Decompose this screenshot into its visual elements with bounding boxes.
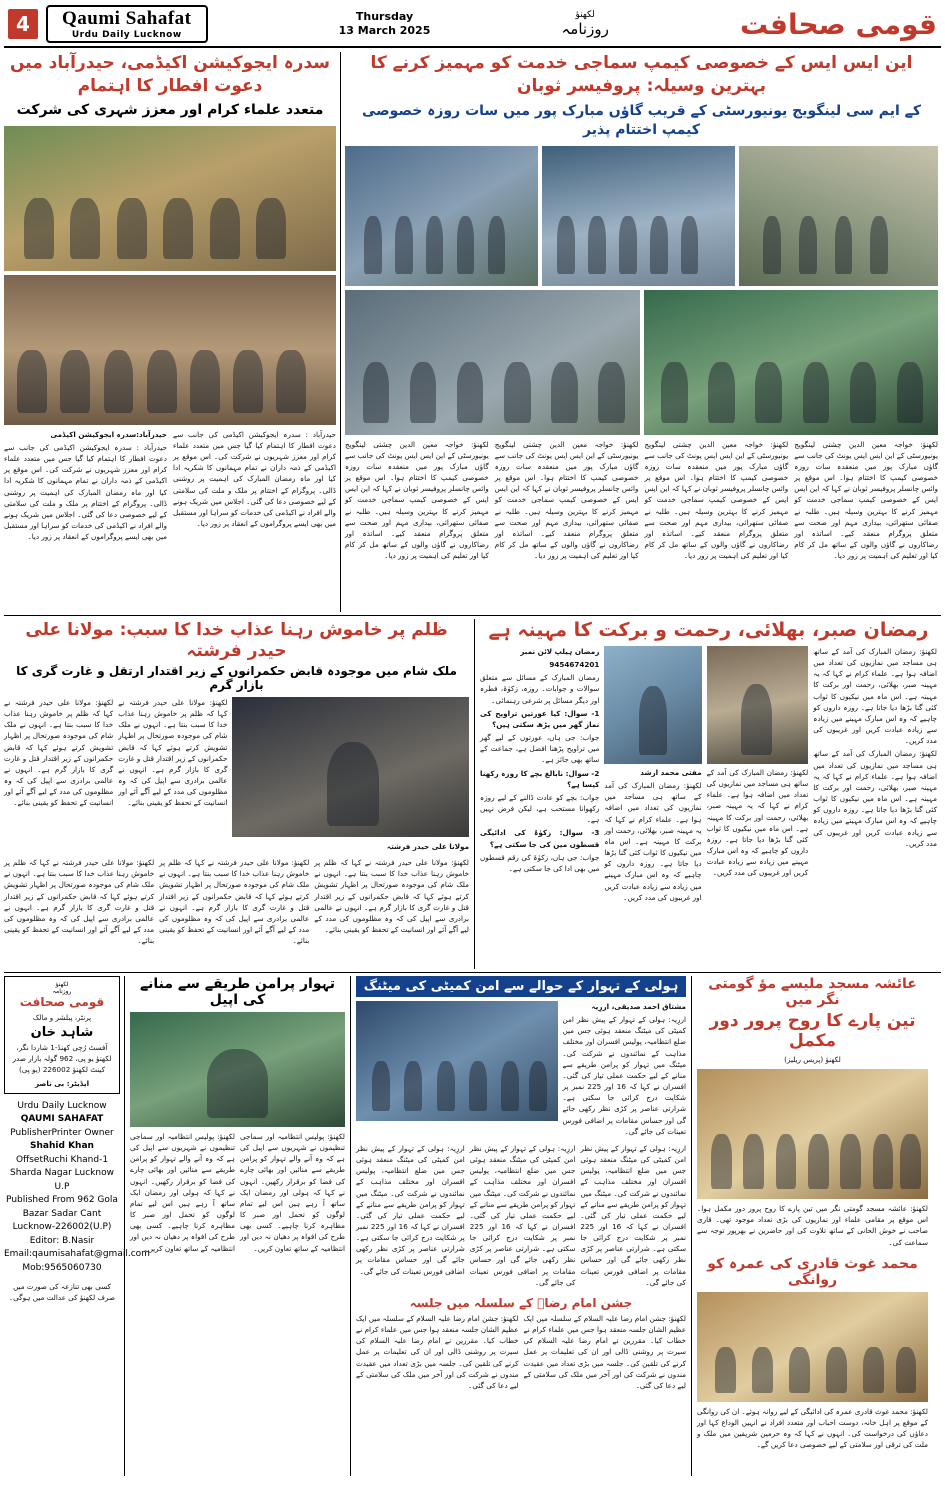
festival-body-b: لکھنؤ: پولیس انتظامیہ اور سماجی تنظیموں نے شہریوں سے اپیل کی ہے کہ وہ آنے والے تہوار کو پرامن طریقے سے منائیں اور بھائی چارے کی فضا کو برقرار رکھیں۔ انہوں نے کہا کہ ہولی اور رمضان ایک ساتھ آ رہے ہیں اس لیے تمام لوگوں کو تحمل اور صبر کا مظاہرہ کرنا چاہیے۔ کسی بھی طرح کی افواہ پر دھیان نہ دیں اور انتظامیہ کے ساتھ تعاون کریں۔ — [240, 1132, 345, 1253]
top-right-photo-row-2 — [345, 290, 938, 435]
qa-2-answer: جواب: بچے کو عادت ڈالنے کے لیے روزہ رکھوانا مستحب ہے، لیکن فرض نہیں ہے۔ — [480, 792, 600, 825]
qa-3-answer: جواب: جی ہاں، زکوٰۃ کی رقم قسطوں میں بھی ادا کی جا سکتی ہے۔ — [480, 852, 600, 873]
jashn-col-2 — [524, 1313, 687, 1393]
peace-meeting-body-b: اررِیہ: ہولی کے تہوار کے پیش نظر امن کمیٹی کی میٹنگ منعقد ہوئی جس میں ضلع انتظامیہ، پولیس افسران اور مختلف مذاہب کے نمائندوں نے شرکت کی۔ میٹنگ میں تہوار کو پرامن طریقے سے منانے کے لیے حکمت عملی تیار کی گئی۔ افسران نے کہا کہ 16 اور 225 نمبر پر شکایت درج کرائی جا سکتی ہے۔ شرارتی عناصر پر کڑی نظر رکھی جائے گی اور حساس مقامات پر اضافی فورس تعینات کی جائے گی۔ — [356, 1143, 465, 1276]
peace-meeting-headline: ہولی کے تہوار کے حوالے سے امن کمیٹی کی میٹنگ — [356, 976, 686, 997]
photo-nss-camp-3 — [739, 146, 938, 286]
imprint-urdu-daily: روزنامہ — [52, 988, 72, 995]
mid-left-col-5 — [314, 857, 469, 948]
top-left-body-b: حیدرآباد : سدرہ ایجوکیشن اکیڈمی کی جانب سے دعوت افطار کا اہتمام کیا گیا جس میں متعدد علماء کرام اور معزز شہریوں نے شرکت کی۔ اس موقع پر اکیڈمی کے ذمہ داران نے تمام مہمانوں کا شکریہ ادا کیا اور ماہ رمضان المبارک کی اہمیت پر روشنی ڈالی۔ پروگرام کے اختتام پر ملک و ملت کی سلامتی کے لیے خصوصی دعا کی گئی۔ اجلاس میں شریک ہونے والے افراد نے اکیڈمی کی خدمات کو سراہا اور مستقبل میں بھی ایسے پروگراموں کے انعقاد پر زور دیا۔ — [172, 429, 336, 529]
photo-maulana-ali-haider — [232, 697, 469, 837]
jashn-col-1 — [356, 1313, 519, 1393]
mid-left-col-2 — [118, 697, 227, 854]
story-top-left — [4, 52, 340, 612]
top-section — [4, 52, 941, 612]
ramzan-content — [480, 646, 937, 905]
ramzan-col-2-text — [707, 767, 809, 879]
top-left-body-a: حیدرآباد : سدرہ ایجوکیشن اکیڈمی کی جانب سے دعوت افطار کا اہتمام کیا گیا جس میں متعدد علماء کرام اور معزز شہریوں نے شرکت کی۔ اس موقع پر اکیڈمی کے ذمہ داران نے تمام مہمانوں کا شکریہ ادا کیا اور ماہ رمضان المبارک کی اہمیت پر روشنی ڈالی۔ پروگرام کے اختتام پر ملک و ملت کی سلامتی کے لیے خصوصی دعا کی گئی۔ اجلاس میں شریک ہونے والے افراد نے اکیڈمی کی خدمات کو سراہا اور مستقبل میں بھی ایسے پروگراموں کے انعقاد پر زور دیا۔ — [3, 442, 167, 542]
top-right-body-d: لکھنؤ: خواجہ معین الدین چشتی لینگویج یونیورسٹی کے این ایس ایس یونٹ کی جانب سے گاؤں مبارک پور میں منعقدہ سات روزہ خصوصی کیمپ کا اختتام ہوا۔ اس موقع پر وائس چانسلر پروفیسر ثوبان نے کہا کہ این ایس ایس کے خصوصی کیمپ سماجی خدمت کو مہمیز کرنے کا بہترین وسیلہ ہیں۔ طلبہ نے صفائی ستھرائی، بیداری مہم اور صحت سے متعلق پروگرام منعقد کیے۔ اساتذہ اور رضاکاروں نے گاؤں والوں کے ساتھ مل کر کام کیا اور تعلیم کی اہمیت پر زور دیا۔ — [794, 439, 938, 561]
section-divider-1 — [4, 615, 941, 616]
mid-left-body-e: لکھنؤ: مولانا علی حیدر فرشتہ نے کہا کہ ظلم پر خاموش رہنا عذاب خدا کا سبب بنتا ہے۔ انہوں نے ملک شام کی موجودہ صورتحال پر اظہار تشویش کرتے ہوئے کہا کہ قابض حکمرانوں کے زیر اقتدار قتل و غارت گری کا بازار گرم ہے۔ انہوں نے عالمی برادری سے اپیل کی کہ وہ مظلوموں کی مدد کے لیے آگے آئے اور انسانیت کے تحفظ کو یقینی بنائے۔ — [314, 858, 469, 935]
ramzan-body-c: لکھنؤ: رمضان المبارک کی آمد کے ساتھ ہی مساجد میں نمازیوں کی تعداد میں اضافہ ہوا ہے۔ علماء کرام نے کہا کہ یہ مہینہ صبر، بھلائی، رحمت اور برکت کا مہینہ ہے۔ اس ماہ میں نیکیوں کا ثواب کئی گنا بڑھا دیا جاتا ہے۔ روزہ داروں کو چاہیے کہ وہ اس مبارک مہینے میں زیادہ سے زیادہ عبادت کریں اور غریبوں کی مدد کریں۔ — [813, 647, 937, 746]
mid-left-col-4 — [159, 857, 309, 948]
festival-body-a: لکھنؤ: پولیس انتظامیہ اور سماجی تنظیموں نے شہریوں سے اپیل کی ہے کہ وہ آنے والے تہوار کو پرامن طریقے سے منائیں اور بھائی چارے کی فضا کو برقرار رکھیں۔ انہوں نے کہا کہ ہولی اور رمضان ایک ساتھ آ رہے ہیں اس لیے تمام لوگوں کو تحمل اور صبر کا مظاہرہ کرنا چاہیے۔ کسی بھی طرح کی افواہ پر دھیان نہ دیں اور انتظامیہ کے ساتھ تعاون کریں۔ — [130, 1132, 235, 1253]
imprint-urdu-title: قومی صحافت — [19, 995, 105, 1009]
imprint-email: Email:qaumisahafat@gmail.com — [4, 1249, 150, 1260]
jashn-body-b: لکھنؤ: جشن امام رضا علیہ السلام کے سلسلہ میں ایک عظیم الشان جلسہ منعقد ہوا جس میں علماء کرام نے خطاب کیا۔ مقررین نے امام رضا علیہ السلام کی سیرت پر روشنی ڈالی اور ان کی تعلیمات پر عمل کرنے کی تلقین کی۔ جلسہ میں بڑی تعداد میں عقیدت مندوں نے شرکت کی اور آخر میں ملک کی سلامتی کے لیے دعا کی گئی۔ — [523, 1313, 686, 1390]
page-number: 4 — [8, 9, 38, 39]
photo-nss-camp-5 — [644, 290, 939, 435]
peace-meeting-photo-col — [356, 1001, 558, 1139]
photo-peace-committee-meeting — [356, 1001, 558, 1121]
imprint-editor: Editor: B.Nasir — [29, 1235, 95, 1246]
top-right-col-1 — [345, 439, 489, 564]
imprint-name: QAUMI SAHAFAT — [20, 1114, 104, 1125]
photo-masjid-gathering — [697, 1069, 928, 1199]
top-left-body-columns — [4, 429, 336, 545]
ramzan-body-d: لکھنؤ: رمضان المبارک کی آمد کے ساتھ ہی مساجد میں نمازیوں کی تعداد میں اضافہ ہوا ہے۔ علماء کرام نے کہا کہ یہ مہینہ صبر، بھلائی، رحمت اور برکت کا مہینہ ہے۔ اس ماہ میں نیکیوں کا ثواب کئی گنا بڑھا دیا جاتا ہے۔ روزہ داروں کو چاہیے کہ وہ اس مبارک مہینے میں زیادہ سے زیادہ عبادت کریں اور غریبوں کی مدد کریں۔ — [813, 749, 937, 848]
peace-meeting-col-3 — [470, 1143, 576, 1290]
mid-left-speaker: مولانا علی حیدر فرشتہ — [386, 842, 470, 851]
story-masjid-umrah — [692, 976, 928, 1476]
top-right-photo-row-1 — [345, 146, 938, 286]
ramzan-body-b: لکھنؤ: رمضان المبارک کی آمد کے ساتھ ہی مساجد میں نمازیوں کی تعداد میں اضافہ ہوا ہے۔ علماء کرام نے کہا کہ یہ مہینہ صبر، بھلائی، رحمت اور برکت کا مہینہ ہے۔ اس ماہ میں نیکیوں کا ثواب کئی گنا بڑھا دیا جاتا ہے۔ روزہ داروں کو چاہیے کہ وہ اس مبارک مہینے میں زیادہ سے زیادہ عبادت کریں اور غریبوں کی مدد کریں۔ — [706, 768, 809, 878]
peace-meeting-col-1 — [563, 1001, 687, 1139]
top-left-dateline: حیدرآباد:سدرہ ایجوکیشن اکیڈمی — [50, 429, 167, 439]
photo-ulema-gathering — [4, 275, 336, 425]
mufti-name-caption — [604, 767, 701, 903]
top-left-headline-1: سدرہ ایجوکیشن اکیڈمی، حیدرآباد میں دعوت افطار کا اہتمام — [9, 53, 331, 96]
mid-left-body-c: لکھنؤ: مولانا علی حیدر فرشتہ نے کہا کہ ظلم پر خاموش رہنا عذاب خدا کا سبب بنتا ہے۔ انہوں نے ملک شام کی موجودہ صورتحال پر اظہار تشویش کرتے ہوئے کہا کہ قابض حکمرانوں کے زیر اقتدار قتل و غارت گری کا بازار گرم ہے۔ انہوں نے عالمی برادری سے اپیل کی کہ وہ مظلوموں کی مدد کے لیے آگے آئے اور انسانیت کے تحفظ کو یقینی بنائے۔ — [4, 858, 155, 946]
bottom-section — [4, 976, 941, 1476]
top-left-col-1 — [4, 429, 167, 545]
imprint-paper: Urdu Daily Lucknow — [17, 1100, 107, 1111]
masjid-headline-1: عائشہ مسجد ملیسے مؤ گومتی نگر میں — [708, 976, 917, 1008]
top-right-body-a: لکھنؤ: خواجہ معین الدین چشتی لینگویج یونیورسٹی کے این ایس ایس یونٹ کی جانب سے گاؤں مبارک پور میں منعقدہ سات روزہ خصوصی کیمپ کا اختتام ہوا۔ اس موقع پر وائس چانسلر پروفیسر ثوبان نے کہا کہ این ایس ایس کے خصوصی کیمپ سماجی خدمت کو مہمیز کرنے کا بہترین وسیلہ ہیں۔ طلبہ نے صفائی ستھرائی، بیداری مہم اور صحت سے متعلق پروگرام منعقد کیے۔ اساتذہ اور رضاکاروں نے گاؤں والوں کے ساتھ مل کر کام کیا اور تعلیم کی اہمیت پر زور دیا۔ — [345, 439, 489, 561]
qa-1-question: 1- سوال: کیا عورتیں تراویح کی نماز گھر میں پڑھ سکتی ہیں؟ — [480, 708, 600, 729]
masthead-day: Thursday — [355, 9, 414, 23]
masthead-urdu-daily — [562, 11, 609, 37]
masthead-title-box — [46, 5, 208, 43]
mid-left-body-d: لکھنؤ: مولانا علی حیدر فرشتہ نے کہا کہ ظلم پر خاموش رہنا عذاب خدا کا سبب بنتا ہے۔ انہوں نے ملک شام کی موجودہ صورتحال پر اظہار تشویش کرتے ہوئے کہا کہ قابض حکمرانوں کے زیر اقتدار قتل و غارت گری کا بازار گرم ہے۔ انہوں نے عالمی برادری سے اپیل کی کہ وہ مظلوموں کی مدد کے لیے آگے آئے اور انسانیت کے تحفظ کو یقینی بنائے۔ — [159, 858, 310, 946]
imprint-urdu-line1: پرنٹر، پبلشر و مالک — [32, 1013, 92, 1022]
ramzan-photo-col-2 — [707, 646, 809, 905]
mid-left-body-b: لکھنؤ: مولانا علی حیدر فرشتہ نے کہا کہ ظلم پر خاموش رہنا عذاب خدا کا سبب بنتا ہے۔ انہوں نے ملک شام کی موجودہ صورتحال پر اظہار تشویش کرتے ہوئے کہا کہ قابض حکمرانوں کے زیر اقتدار قتل و غارت گری کا بازار گرم ہے۔ انہوں نے عالمی برادری سے اپیل کی کہ وہ مظلوموں کی مدد کے لیے آگے آئے اور انسانیت کے تحفظ کو یقینی بنائے۔ — [118, 698, 228, 808]
photo-mufti-arshad — [604, 646, 701, 764]
mid-left-col-1 — [4, 697, 113, 854]
qa-1-answer: جواب: جی ہاں، عورتوں کے لیے گھر میں تراویح پڑھنا افضل ہے، جماعت کے ساتھ بھی جائز ہے۔ — [480, 733, 600, 765]
peace-meeting-lower — [356, 1143, 686, 1290]
top-right-col-4 — [794, 439, 938, 564]
top-left-headline-2: متعدد علماء کرام اور معزز شہری کی شرکت — [16, 101, 324, 118]
peace-meeting-top — [356, 1001, 686, 1139]
top-right-col-2 — [495, 439, 639, 564]
mid-left-body-a: لکھنؤ: مولانا علی حیدر فرشتہ نے کہا کہ ظلم پر خاموش رہنا عذاب خدا کا سبب بنتا ہے۔ انہوں نے ملک شام کی موجودہ صورتحال پر اظہار تشویش کرتے ہوئے کہا کہ قابض حکمرانوں کے زیر اقتدار قتل و غارت گری کا بازار گرم ہے۔ انہوں نے عالمی برادری سے اپیل کی کہ وہ مظلوموں کی مدد کے لیے آگے آئے اور انسانیت کے تحفظ کو یقینی بنائے۔ — [4, 698, 114, 808]
festival-headline: تہوار پرامن طریقے سے منانے کی اپیل — [139, 976, 336, 1008]
mufti-name: مفتی محمد ارشد — [640, 768, 702, 777]
story-peace-meeting — [351, 976, 691, 1476]
imprint-owner: Shahid Khan — [30, 1141, 94, 1152]
masjid-body: لکھنؤ: عائشہ مسجد گومتی نگر میں تین پارے کا روح پرور دور مکمل ہوا۔ اس موقع پر مقامی علماء اور نمازیوں کی بڑی تعداد موجود تھی۔ قاری صاحب نے خوش الحانی کے ساتھ تلاوت کی اور حاضرین نے بھرپور توجہ سے سماعت کی۔ — [697, 1204, 928, 1247]
ramzan-photo-col-1 — [604, 646, 701, 905]
masthead-urdu-city: لکھنؤ — [575, 9, 595, 20]
mid-left-headline-2: ملک شام میں موجودہ قابض حکمرانوں کے زیر اقتدار ارتقل و غارت گری کا بازار گرم — [16, 664, 457, 692]
masthead-title: Qaumi Sahafat — [62, 8, 192, 29]
section-divider-2 — [4, 972, 941, 973]
story-ramzan — [475, 619, 937, 969]
story-mid-left — [4, 619, 474, 969]
qa-2-question: 2- سوال: نابالغ بچے کا روزہ رکھنا کیسا ہے؟ — [480, 768, 600, 789]
masthead-urdu-daily-label: روزنامہ — [561, 19, 609, 38]
masjid-headline-2: تین پارے کا روح پرور دور مکمل — [709, 1011, 916, 1051]
masthead-left — [8, 5, 208, 43]
peace-meeting-body-d: اررِیہ: ہولی کے تہوار کے پیش نظر امن کمیٹی کی میٹنگ منعقد ہوئی جس میں ضلع انتظامیہ، پولیس افسران اور مختلف مذاہب کے نمائندوں نے شرکت کی۔ میٹنگ میں تہوار کو پرامن طریقے سے منانے کے لیے حکمت عملی تیار کی گئی۔ افسران نے کہا کہ 16 اور 225 نمبر پر شکایت درج کرائی جا سکتی ہے۔ شرارتی عناصر پر کڑی نظر رکھی جائے گی اور حساس مقامات پر اضافی فورس تعینات کی جائے گی۔ — [580, 1143, 686, 1287]
peace-meeting-body-c: اررِیہ: ہولی کے تہوار کے پیش نظر امن کمیٹی کی میٹنگ منعقد ہوئی جس میں ضلع انتظامیہ، پولیس افسران اور مختلف مذاہب کے نمائندوں نے شرکت کی۔ میٹنگ میں تہوار کو پرامن طریقے سے منانے کے لیے حکمت عملی تیار کی گئی۔ افسران نے کہا کہ 16 اور 225 نمبر پر شکایت درج کرائی جا سکتی ہے۔ شرارتی عناصر پر کڑی نظر رکھی جائے گی اور حساس مقامات پر اضافی فورس تعینات کی جائے گی۔ — [469, 1143, 576, 1287]
helpline-number: 9454674201 — [549, 660, 600, 670]
masthead-subtitle: Urdu Daily Lucknow — [71, 30, 182, 40]
imprint-disclaimer: کسی بھی تنازعہ کی صورت میں صرف لکھنؤ کی عدالت میں ہوگی۔ — [8, 1282, 116, 1303]
mid-left-photo-col — [232, 697, 469, 854]
masthead — [4, 4, 941, 48]
imprint-role: PublisherPrinter Owner — [10, 1127, 114, 1138]
story-top-right — [341, 52, 938, 612]
photo-iftar-gathering — [4, 126, 336, 271]
umrah-body: لکھنؤ: محمد غوث قادری عمرہ کی ادائیگی کے لیے روانہ ہوئے۔ ان کی روانگی کے موقع پر اہل خانہ، دوست احباب اور متعدد افراد نے انہیں الوداع کہا اور دعاؤں کی درخواست کی۔ انہوں نے کہا کہ وہ حرمین شریفین میں ملک و ملت کی ترقی اور سلامتی کے لیے خصوصی دعا کریں گے۔ — [697, 1406, 928, 1450]
imprint-urdu-address: آفسٹ رُچی کھنڈ-1 شاردا نگر، لکھنؤ یو پی، 962 گولہ بازار صدر کینٹ لکھنؤ 226002 (یو پی) — [12, 1043, 112, 1075]
photo-umrah-farewell — [697, 1292, 928, 1402]
festival-col-1 — [130, 1131, 235, 1256]
ramzan-intro: رمضان المبارک کے مسائل سے متعلق سوالات و جوابات۔ روزہ، زکوٰۃ، فطرہ اور دیگر مسائل پر شرعی رہنمائی۔ — [480, 673, 600, 705]
story-festival — [125, 976, 350, 1476]
imprint-urdu-owner: شاہد خان — [30, 1025, 94, 1041]
photo-nss-camp-1 — [345, 146, 538, 286]
ramzan-body-a: لکھنؤ: رمضان المبارک کی آمد کے ساتھ ہی مساجد میں نمازیوں کی تعداد میں اضافہ ہوا ہے۔ علماء کرام نے کہا کہ یہ مہینہ صبر، بھلائی، رحمت اور برکت کا مہینہ ہے۔ اس ماہ میں نیکیوں کا ثواب کئی گنا بڑھا دیا جاتا ہے۔ روزہ داروں کو چاہیے کہ وہ اس مبارک مہینے میں زیادہ سے زیادہ عبادت کریں اور غریبوں کی مدد کریں۔ — [604, 781, 702, 902]
top-right-body-b: لکھنؤ: خواجہ معین الدین چشتی لینگویج یونیورسٹی کے این ایس ایس یونٹ کی جانب سے گاؤں مبارک پور میں منعقدہ سات روزہ خصوصی کیمپ کا اختتام ہوا۔ اس موقع پر وائس چانسلر پروفیسر ثوبان نے کہا کہ این ایس ایس کے خصوصی کیمپ سماجی خدمت کو مہمیز کرنے کا بہترین وسیلہ ہیں۔ طلبہ نے صفائی ستھرائی، بیداری مہم اور صحت سے متعلق پروگرام منعقد کیے۔ اساتذہ اور رضاکاروں نے گاؤں والوں کے ساتھ مل کر کام کیا اور تعلیم کی اہمیت پر زور دیا۔ — [494, 439, 639, 561]
photo-nss-camp-2 — [542, 146, 735, 286]
jashn-headline: جشن امام رضاؑ کے سلسلہ میں جلسہ — [409, 1295, 633, 1310]
mid-left-photo-caption — [232, 841, 469, 852]
peace-meeting-col-2 — [356, 1143, 465, 1290]
masthead-urdu-title: قومی صحافت — [739, 7, 937, 41]
imprint-block — [4, 976, 150, 1476]
peace-meeting-body-a: اررِیہ: ہولی کے تہوار کے پیش نظر امن کمیٹی کی میٹنگ منعقد ہوئی جس میں ضلع انتظامیہ، پولیس افسران اور مختلف مذاہب کے نمائندوں نے شرکت کی۔ میٹنگ میں تہوار کو پرامن طریقے سے منانے کے لیے حکمت عملی تیار کی گئی۔ افسران نے کہا کہ 16 اور 225 نمبر پر شکایت درج کرائی جا سکتی ہے۔ شرارتی عناصر پر کڑی نظر رکھی جائے گی اور حساس مقامات پر اضافی فورس تعینات کی جائے گی۔ — [562, 1015, 686, 1136]
masthead-date-value: 13 March 2025 — [338, 24, 431, 37]
festival-col-2 — [240, 1131, 345, 1256]
qa-3-question: 3- سوال: زکوٰۃ کی ادائیگی قسطوں میں کی جا سکتی ہے؟ — [480, 828, 600, 849]
imprint-urdu-box — [4, 976, 120, 1094]
ramzan-band-headline: رمضان صبر، بھلائی، رحمت و برکت کا مہینہ ہے — [488, 619, 929, 641]
photo-festival-person — [130, 1012, 345, 1127]
middle-section — [4, 619, 941, 969]
imprint-mob: Mob:9565060730 — [22, 1262, 102, 1273]
mid-left-headline-1: ظلم پر خاموش رہنا عذاب خدا کا سبب: مولانا علی حیدر فرشتہ — [25, 620, 448, 661]
helpline-label: رمضان ہیلپ لائن نمبر — [520, 647, 600, 656]
imprint-published: Published From 962 Gola Bazar Sadar Cant Lucknow-226002(U.P) — [6, 1195, 118, 1233]
festival-body-columns — [130, 1131, 345, 1256]
top-left-col-2 — [173, 429, 336, 545]
photo-nss-camp-4 — [345, 290, 640, 435]
top-right-headline-1: این ایس ایس کے خصوصی کیمپ سماجی خدمت کو مہمیز کرنے کا بہترین وسیلہ: پروفیسر ثوبان — [370, 53, 913, 96]
imprint-urdu-editor: ایڈیٹر: بی ناصر — [34, 1078, 90, 1088]
imprint-urdu-city: لکھنؤ — [55, 981, 69, 988]
masjid-byline: لکھنؤ (پریس ریلیز) — [784, 1055, 841, 1064]
jashn-body-columns — [356, 1313, 686, 1393]
mid-left-content — [4, 697, 469, 854]
jashn-body-a: لکھنؤ: جشن امام رضا علیہ السلام کے سلسلہ میں ایک عظیم الشان جلسہ منعقد ہوا جس میں علماء کرام نے خطاب کیا۔ مقررین نے امام رضا علیہ السلام کی سیرت پر روشنی ڈالی اور ان کی تعلیمات پر عمل کرنے کی تلقین کی۔ جلسہ میں بڑی تعداد میں عقیدت مندوں نے شرکت کی اور آخر میں ملک کی سلامتی کے لیے دعا کی گئی۔ — [356, 1313, 519, 1390]
imprint-english — [4, 1100, 150, 1276]
imprint-press: OffsetRuchi Khand-1 Sharda Nagar Lucknow U.P — [10, 1154, 114, 1192]
top-right-body-columns — [345, 439, 938, 564]
peace-meeting-byline: مشتاق احمد صدیقی، اررِیہ — [591, 1002, 686, 1011]
top-right-headline-2: کے ایم سی لینگویج یونیورسٹی کے قریب گاؤں مبارک پور میں سات روزہ خصوصی کیمپ اختتام پذیر — [361, 102, 922, 138]
photo-aalim-portrait — [707, 646, 809, 764]
umrah-headline: محمد غوث قادری کی عمرہ کو روانگی — [707, 1255, 918, 1288]
ramzan-qa-column — [480, 646, 599, 905]
mid-left-lower-columns — [4, 857, 469, 948]
top-right-body-c: لکھنؤ: خواجہ معین الدین چشتی لینگویج یونیورسٹی کے این ایس ایس یونٹ کی جانب سے گاؤں مبارک پور میں منعقدہ سات روزہ خصوصی کیمپ کا اختتام ہوا۔ اس موقع پر وائس چانسلر پروفیسر ثوبان نے کہا کہ این ایس ایس کے خصوصی کیمپ سماجی خدمت کو مہمیز کرنے کا بہترین وسیلہ ہیں۔ طلبہ نے صفائی ستھرائی، بیداری مہم اور صحت سے متعلق پروگرام منعقد کیے۔ اساتذہ اور رضاکاروں نے گاؤں والوں کے ساتھ مل کر کام کیا اور تعلیم کی اہمیت پر زور دیا۔ — [644, 439, 789, 561]
mid-left-col-3 — [4, 857, 154, 948]
top-right-col-3 — [645, 439, 789, 564]
masthead-date — [339, 10, 431, 39]
peace-meeting-col-4 — [580, 1143, 686, 1290]
ramzan-col-3 — [813, 646, 937, 905]
